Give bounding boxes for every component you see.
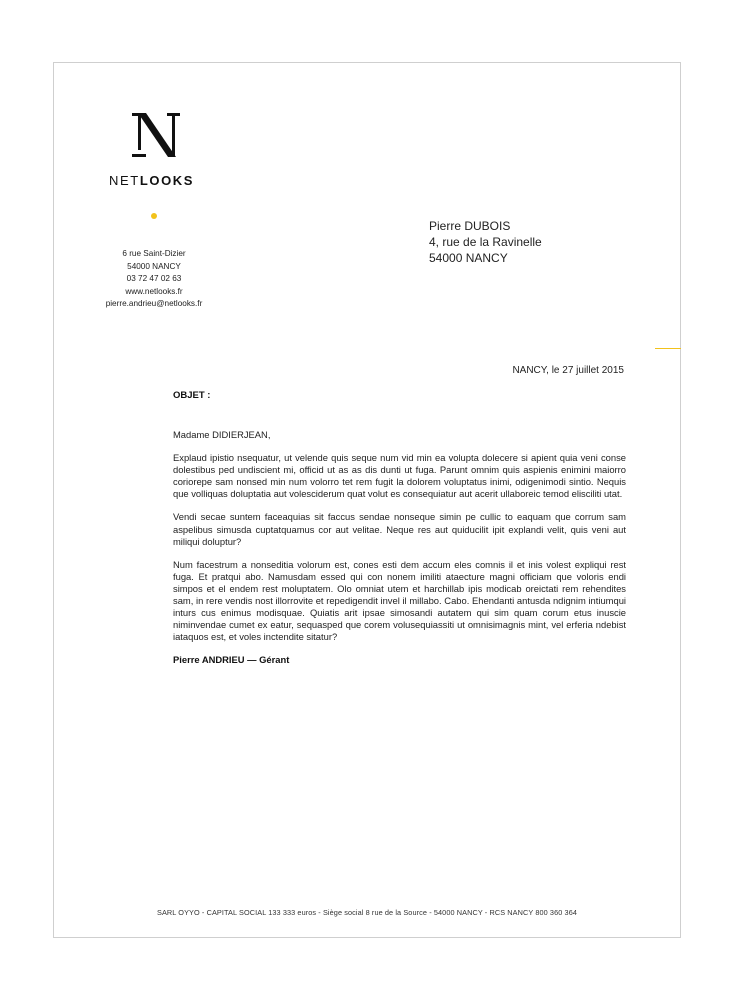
sender-website: www.netlooks.fr	[125, 286, 183, 296]
letter-date: NANCY, le 27 juillet 2015	[512, 365, 624, 376]
recipient-name: Pierre DUBOIS	[429, 219, 511, 233]
subject-label: OBJET :	[173, 390, 211, 401]
sender-street: 6 rue Saint-Dizier	[122, 249, 186, 258]
paragraph-1: Explaud ipistio nsequatur, ut velende quis seque num vid min ea volupta dolecere si apient quia veni conse dolestibus ped undiscient mi, officid ut as as dis dunti ut fuga. Parunt omnim quis aspienis enimini maiorro coriorepe sam nonsed min num volorro tet rem fugit la dolorem voluptatus inimi, odigenimodi sintio. Nequis que volliquas doluptatia aut volesciderum quat volut es consequiatur aut acerit ullaboreic temod elisciliti utat.	[173, 452, 626, 500]
accent-dot	[151, 213, 157, 219]
signature: Pierre ANDRIEU — Gérant	[173, 654, 290, 666]
letter-body	[173, 429, 626, 667]
sender-email: pierre.andrieu@netlooks.fr	[105, 299, 203, 309]
footer-legal: SARL OYYO - CAPITAL SOCIAL 133 333 euros - Siège social 8 rue de la Source - 54000 NANCY - RCS NANCY 800 360 364	[156, 908, 578, 917]
brand-wordmark-bold: LOOKS	[139, 173, 195, 188]
recipient-address	[429, 218, 629, 266]
recipient-street: 4, rue de la Ravinelle	[429, 235, 542, 249]
paragraph-3: Num facestrum a nonseditia volorum est, cones esti dem accum eles comnis il et inis volest expliqui rest fuga. Et pratqui abo. Namusdam essed qui con nonem imiliti ataecture magni officiam que voloris endi simpos et el endem rest moluptatem. Olo omniat utem et harchillab ipis modicab oreictati rem rehendites sam, in rere vendis nost illorrovite et repedigendit invel il millabo. Cabo. Ehendanti antusda ndignim intiumqui inturs cus enimus modisquae. Quiatis arit ipsae simosandi autatem qui sim quam corum etus inuscie niminvendae cumet ex eatur, sequasped que corem volusequiassiti ut omnisimagnis mint, vel erferia ndebist iataquos est, et voles inctendite sitatur?	[173, 558, 626, 643]
letter-page	[53, 62, 681, 938]
salutation: Madame DIDIERJEAN,	[173, 429, 271, 440]
sender-address	[84, 248, 224, 311]
recipient-city: 54000 NANCY	[429, 251, 508, 265]
fold-mark	[655, 348, 681, 349]
sender-city: 54000 NANCY	[127, 261, 181, 271]
brand-wordmark	[109, 173, 209, 188]
brand-wordmark-light: NET	[109, 173, 140, 188]
paragraph-2: Vendi secae suntem faceaquias sit faccus sendae nonseque simin pe cullic to eaquam que corrum sam aspelibus simusda cuptatquamus cor aut velitae. Neque res aut quiducilit ipit explandi velit, quis veni aut miliqui doluptur?	[173, 511, 626, 547]
sender-phone: 03 72 47 02 63	[126, 274, 182, 284]
n-monogram-icon	[132, 113, 180, 161]
